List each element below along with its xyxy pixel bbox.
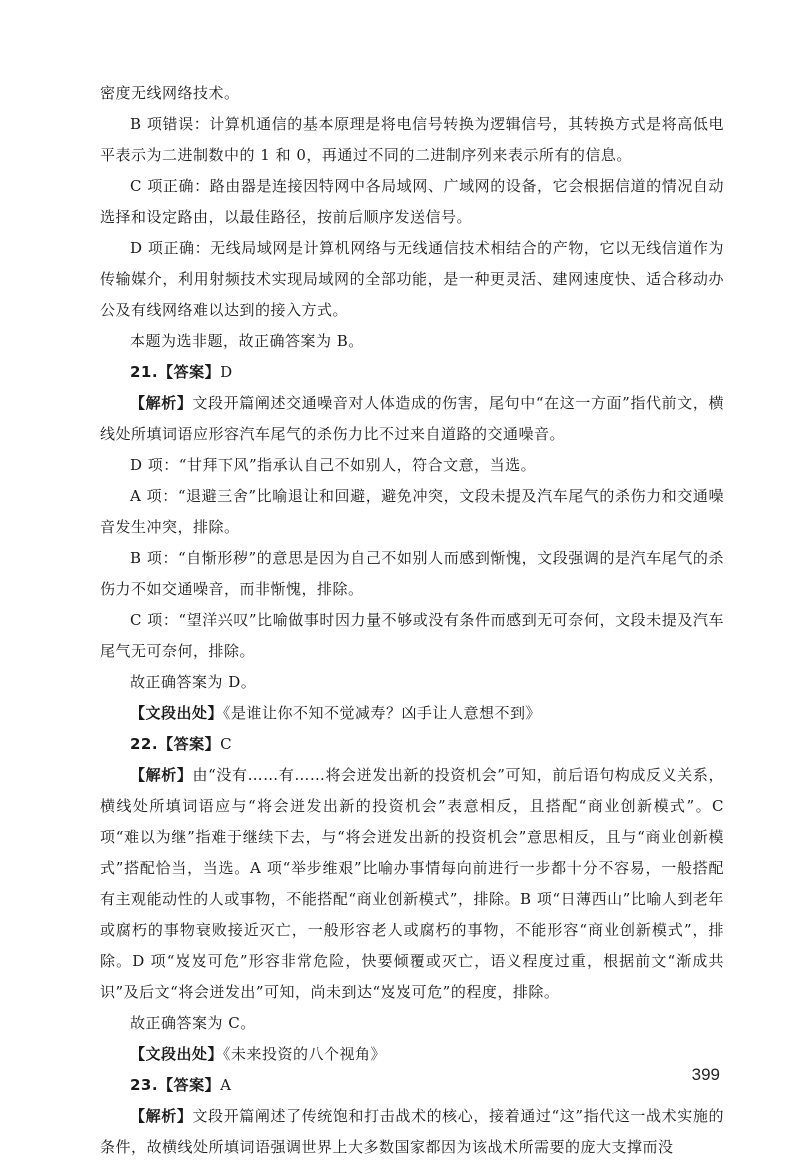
paragraph-text: 《未来投资的八个视角》 xyxy=(223,1045,387,1063)
paragraph xyxy=(100,171,724,233)
paragraph-text: C 项：“望洋兴叹”比喻做事时因力量不够或没有条件而感到无可奈何，文段未提及汽车尾气无可奈何，排除。 xyxy=(100,611,724,660)
paragraph xyxy=(100,357,724,388)
paragraph-text: 文段开篇阐述了传统饱和打击战术的核心，接着通过“这”指代这一战术实施的条件，故横线处所填词语强调世界上大多数国家都因为该战术所需要的庞大支撑而没 xyxy=(100,1107,724,1156)
paragraph-text: 文段开篇阐述交通噪音对人体造成的伤害，尾句中“在这一方面”指代前文，横线处所填词语应形容汽车尾气的杀伤力比不过来自道路的交通噪音。 xyxy=(100,394,724,443)
paragraph xyxy=(100,729,724,760)
paragraph-text: B 项错误：计算机通信的基本原理是将电信号转换为逻辑信号，其转换方式是将高低电平表示为二进制数中的 1 和 0，再通过不同的二进制序列来表示所有的信息。 xyxy=(100,115,724,164)
paragraph-heading: 23.【答案】 xyxy=(130,1076,221,1094)
paragraph-heading: 21.【答案】 xyxy=(130,363,221,381)
paragraph xyxy=(100,760,724,1008)
paragraph xyxy=(100,1070,724,1101)
paragraph xyxy=(100,326,724,357)
paragraph xyxy=(100,698,724,729)
paragraph-text: B 项：“自惭形秽”的意思是因为自己不如别人而感到惭愧，文段强调的是汽车尾气的杀伤力不如交通噪音，而非惭愧，排除。 xyxy=(100,549,724,598)
paragraph xyxy=(100,233,724,326)
paragraph-text: C 项正确：路由器是连接因特网中各局域网、广域网的设备，它会根据信道的情况自动选择和设定路由，以最佳路径，按前后顺序发送信号。 xyxy=(100,177,724,226)
paragraph-heading: 【文段出处】 xyxy=(130,1045,224,1063)
paragraph-text: D 项：“甘拜下风”指承认自己不如别人，符合文意，当选。 xyxy=(130,456,537,474)
paragraph xyxy=(100,109,724,171)
paragraph xyxy=(100,1039,724,1070)
paragraph-heading: 22.【答案】 xyxy=(130,735,221,753)
paragraph-text: 本题为选非题，故正确答案为 B。 xyxy=(130,332,364,350)
paragraph xyxy=(100,1008,724,1039)
paragraph-text: 《是谁让你不知不觉减寿？凶手让人意想不到》 xyxy=(223,704,542,722)
paragraph-heading: 【解析】 xyxy=(130,766,193,784)
paragraph xyxy=(100,450,724,481)
paragraph xyxy=(100,481,724,543)
paragraph-heading: 【解析】 xyxy=(130,394,193,412)
paragraph xyxy=(100,78,724,109)
paragraph-heading: 【文段出处】 xyxy=(130,704,224,722)
paragraph-text: D 项正确：无线局域网是计算机网络与无线通信技术相结合的产物，它以无线信道作为传输媒介，利用射频技术实现局域网的全部功能，是一种更灵活、建网速度快、适合移动办公及有线网络难以达到的接入方式。 xyxy=(100,239,724,319)
paragraph-text: C xyxy=(220,735,233,753)
page-number: 399 xyxy=(691,1065,720,1084)
paragraph xyxy=(100,1101,724,1163)
paragraph-text: D xyxy=(220,363,233,381)
paragraph-text: A xyxy=(220,1076,232,1094)
paragraph-text: 密度无线网络技术。 xyxy=(100,84,240,102)
paragraph xyxy=(100,667,724,698)
paragraph-text: 故正确答案为 C。 xyxy=(130,1014,256,1032)
paragraph-heading: 【解析】 xyxy=(130,1107,193,1125)
paragraph-text: A 项：“退避三舍”比喻退让和回避，避免冲突，文段未提及汽车尾气的杀伤力和交通噪音发生冲突，排除。 xyxy=(100,487,724,536)
paragraph-text: 故正确答案为 D。 xyxy=(130,673,257,691)
document-body xyxy=(100,78,724,1163)
paragraph xyxy=(100,543,724,605)
paragraph xyxy=(100,605,724,667)
paragraph-text: 由“没有……有……将会迸发出新的投资机会”可知，前后语句构成反义关系，横线处所填词语应与“将会迸发出新的投资机会”表意相反，且搭配“商业创新模式”。C 项“难以为继”指难于继续下去，与“将会迸发出新的投资机会”意思相反，且与“商业创新模式”搭配恰当，当选。A 项“举步维艰”比喻办事情每向前进行一步都十分不容易，一般搭配有主观能动性的人或事物，不能搭配“商业创新模式”，排除。B 项“日薄西山”比喻人到老年或腐朽的事物衰败接近灭亡，一般形容老人或腐朽的事物，不能形容“商业创新模式”，排除。D 项“岌岌可危”形容非常危险，快要倾覆或灭亡，语义程度过重，根据前文“渐成共识”及后文“将会迸发出”可知，尚未到达“岌岌可危”的程度，排除。 xyxy=(100,766,724,1001)
paragraph xyxy=(100,388,724,450)
